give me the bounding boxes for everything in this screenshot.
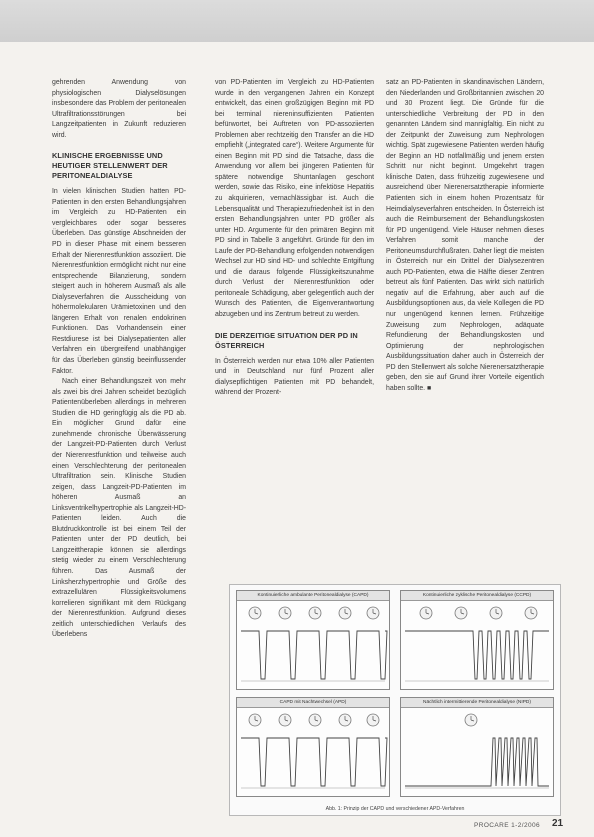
fill-drain-curve <box>241 631 387 679</box>
fill-drain-curve <box>405 631 549 679</box>
journal-footer: PROCARE 1-2/2006 <box>474 822 541 829</box>
paragraph: Nach einer Behandlungszeit von mehr als zwei bis drei Jahren scheidet bezüglich Patientenüberleben allerdings in mehreren Studien die HD geringfügig als die PD ab. Ein möglicher Grund dafür eine zunehmende chronische Überwässerung der Langzeit-PD-Patienten durch Verlust der Nierenrestfunktion und teilweise auch einen Verschlechterung der peritonealen Ultrafiltration sein. Klinische Studien zeigen, dass Langzeit-PD-Patienten im höheren Ausmaß an Linksventrikelhypertrophie als Langzeit-HD-Patienten leiden. Auch die Blutdruckkontrolle ist bei einem Teil der Patienten unter der PD deutlich, bei Langzeittherapie können sie allerdings stetig wieder zu einem Verschlechterung führen. Das Ausmaß der Linksherzhypertrophie und Größe des extrazellulären Flüssigkeitsvolumens korrelieren signifikant mit dem Rückgang der Nierenrestfunktion. Aufgrund dieses zeitlich unterschiedlichen Verlaufs des Überlebens <box>52 378 186 639</box>
panel-diagram <box>401 708 553 796</box>
text-column-2 <box>215 78 374 399</box>
panel-title: Kontinuierliche zyklische Peritonealdialyse (CCPD) <box>401 591 553 601</box>
panel-diagram <box>237 601 389 689</box>
text-column-1 <box>52 78 186 641</box>
page-number: 21 <box>552 818 564 829</box>
paragraph: In Österreich werden nur etwa 10% aller Patienten und in Deutschland nur fünf Prozent aller dialysepflichtigen Patienten mit PD behandelt, während der Prozent- <box>215 357 374 397</box>
panel-title: Nächtlich intermittierende Peritonealdialyse (NIPD) <box>401 698 553 708</box>
header-band <box>0 0 594 42</box>
panel-diagram <box>401 601 553 689</box>
fill-drain-curve <box>405 738 549 786</box>
panel-title: CAPD mit Nachtwechsel (APD) <box>237 698 389 708</box>
figure-caption: Abb. 1: Prinzip der CAPD und verschiedener APD-Verfahren <box>325 806 465 812</box>
text-column-3 <box>386 78 544 394</box>
paragraph: In vielen klinischen Studien hatten PD-Patienten in den ersten Behandlungsjahren im Vergleich zu HD-Patienten ein vergleichbares oder sogar besseres Überleben. Das günstige Abschneiden der PD in dieser Phase mit einem besseren Erhalt der Nierenrestfunktion assoziiert. Die Nierenrestfunktion ermöglicht nicht nur eine entsprechende Bilanzierung, sondern steigert auch in höherem Ausmaß als alle Dialyseverfahren die Ausscheidung von höhermolekularen Urämietoxinen und den längeren Erhalt von renalen endokrinen Funktionen. Das Vorhandensein einer Restdiurese ist bei Dialysepatienten aller Verfahren ein übergreifend unabhängiger für das Überleben günstig beeinflussender Faktor. <box>52 188 186 375</box>
paragraph: gehrenden Anwendung von physiologischen Dialyselösungen insbesondere das Problem der peritonealen Ultrafiltrationsstörungen bei Langzeitpatienten in Zukunft reduzieren wird. <box>52 79 186 139</box>
panel-title: Kontinuierliche ambulante Peritonealdialyse (CAPD) <box>237 591 389 601</box>
section-heading: DIE DERZEITIGE SITUATION DER PD IN ÖSTERREICH <box>215 330 358 350</box>
figure-panel-apd <box>236 697 390 797</box>
figure-panel-ccpd <box>400 590 554 690</box>
figure-panel-capd <box>236 590 390 690</box>
figure-panel-nipd <box>400 697 554 797</box>
panel-diagram <box>237 708 389 796</box>
paragraph: von PD-Patienten im Vergleich zu HD-Patienten wurde in den vergangenen Jahren ein Konzept entwickelt, das einen großzügigen Beginn mit PD bei terminal niereninsuffizienten Patienten befürwortet, bei Auftreten von PD-assoziierten Problemen aber rechtzeitig den Transfer an die HD empfiehlt („integrated care“). Weitere Argumente für einen Beginn mit PD sind die Tatsache, dass die Anwendung vor allem bei jüngeren Patienten für spätere notwendige Shuntanlagen geschont werden, sowie das Risiko, eine infektiöse Hepatitis zu akquirieren, vernachlässigbar ist. Auch die Lebensqualität und Therapiezufriedenheit ist in den ersten Behandlungsjahren unter PD größer als unter HD. Argumente für den primären Beginn mit PD sind in Tabelle 3 angeführt. Gründe für den im Laufe der PD-Behandlung erfolgenden notwendigen Wechsel zur HD sind HD- und schlechte Entgiftung und die daraus folgende Flüssigkeitszunahme durch Verlust der Nierenrestfunktion oder peritoneale Schädigung, aber gelegentlich auch der Wunsch des Patienten, die Eigenverantwortung abzugeben und ins Zentrum betreut zu werden. <box>215 79 374 319</box>
fill-drain-curve <box>241 738 387 786</box>
paragraph: satz an PD-Patienten in skandinavischen Ländern, den Niederlanden und Großbritannien zwischen 20 und 30 Prozent liegt. Die Gründe für die unterschiedliche Verbreitung der PD in den genannten Ländern sind mannigfaltig. Ein nicht zu der Zeitpunkt der Zuweisung zum Nephrologen wichtig. Spät zugewiesene Patienten werden häufig der Beginn an HD notfallmäßig und jenem ersten Schritt nur nicht beginnt. Umgekehrt tragen klinische Daten, dass frühzeitig zugewiesene und ausreichend über Nierenersatztherapie informierte Patienten sich in einem hohen Prozentsatz für Heimdialyseverfahren entscheiden. In Österreich ist auch die Reimbursement der Behandlungskosten für PD ungenügend. Viele Häuser nehmen dieses Verfahren somit manche der Peritoneumsdurchflußraten. Daher liegt die meisten in Österreich nur ein Drittel der Dialysezentren auch PD-Patienten, etwa die Hälfte dieser Zentren betreut als fünf Patienten. Das wirkt sich natürlich negativ auf die Erfahrung, aber auch auf die Ausbildungsoptionen aus, da viele Kollegen die PD nur ungenügend kennen lernen. Frühzeitige Zuweisung zum Nephrologen, adäquate Refundierung der Behandlungskosten und Optimierung der nephrologischen Ausbildungssituation daher auch in Österreich der PD den Stellenwert als solche Nierenersatztherapie geben, den sie auf Grund ihrer Vorteile eigentlich haben sollte. ■ <box>386 79 544 392</box>
figure-dialysis-schemes <box>229 584 561 816</box>
section-heading: KLINISCHE ERGEBNISSE UND HEUTIGER STELLENWERT DER PERITONEALDIALYSE <box>52 151 168 181</box>
